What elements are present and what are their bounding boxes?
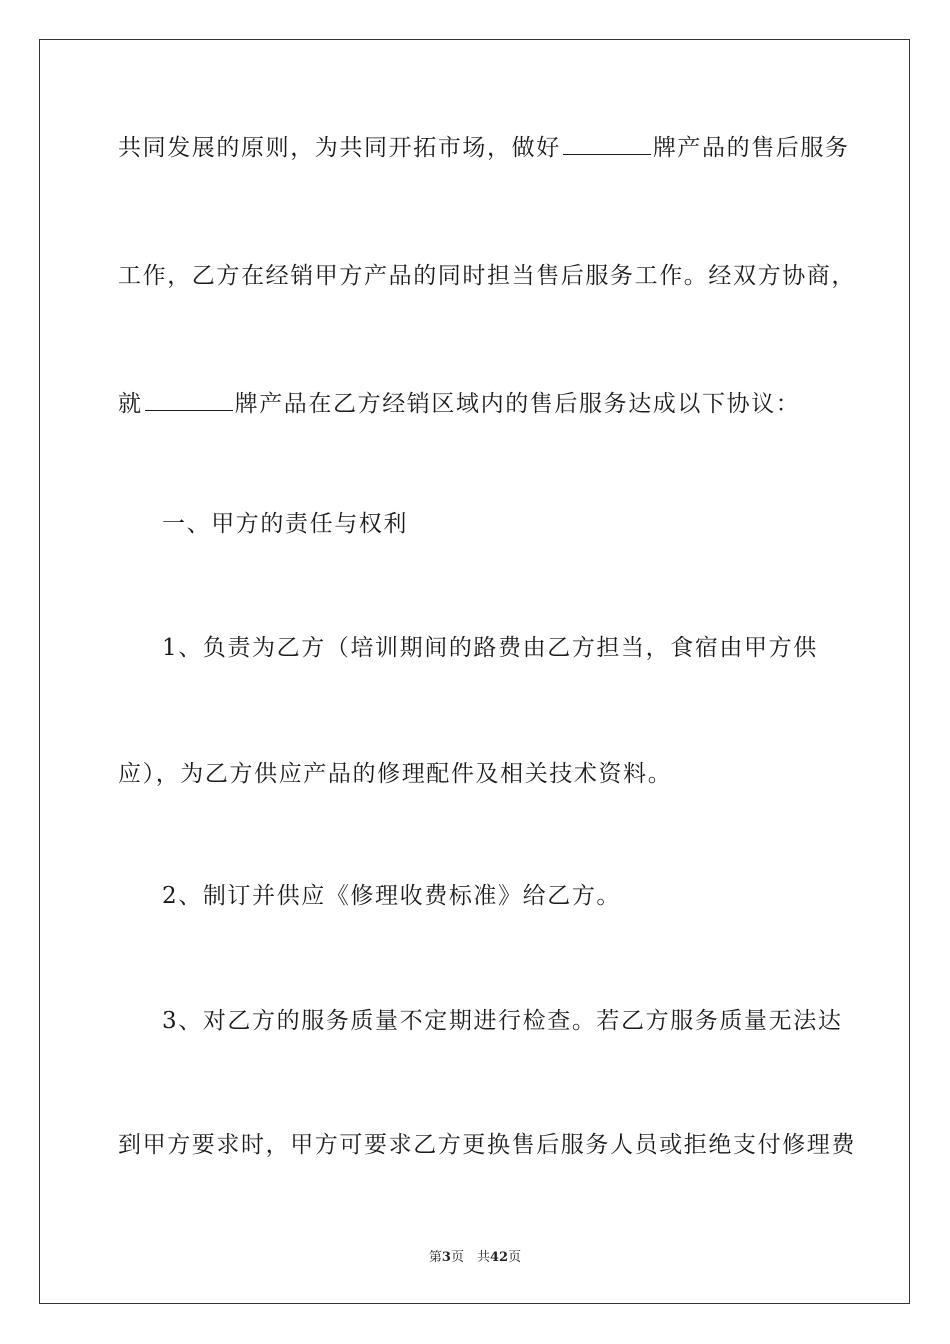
total-page-number: 42 [489, 1250, 509, 1265]
paragraph-line-9: 到甲方要求时，甲方可要求乙方更换售后服务人员或拒绝支付修理费 [118, 1132, 856, 1158]
text-segment: 共同发展的原则，为共同开拓市场，做好 [118, 135, 561, 161]
footer-text: 页 [508, 1250, 522, 1265]
paragraph-line-5: 1、负责为乙方（培训期间的路费由乙方担当，食宿由甲方供 [162, 635, 818, 661]
paragraph-line-2: 工作，乙方在经销甲方产品的同时担当售后服务工作。经双方协商， [118, 263, 856, 289]
paragraph-line-6: 应），为乙方供应产品的修理配件及相关技术资料。 [118, 761, 673, 787]
text-segment: 就 [118, 391, 143, 417]
page-number-footer [0, 1246, 950, 1265]
paragraph-line-3 [118, 389, 800, 419]
paragraph-line-1 [118, 133, 850, 163]
paragraph-line-7: 2、制订并供应《修理收费标准》给乙方。 [162, 883, 622, 909]
current-page-number: 3 [441, 1250, 451, 1265]
footer-text: 第 [428, 1250, 442, 1265]
footer-text: 页 共 [450, 1250, 490, 1265]
text-segment: 牌产品在乙方经销区域内的售后服务达成以下协议： [234, 391, 801, 417]
text-segment: 牌产品的售后服务 [652, 135, 850, 161]
paragraph-line-8: 3、对乙方的服务质量不定期进行检查。若乙方服务质量无法达 [162, 1008, 843, 1034]
fill-in-blank [563, 136, 651, 155]
page-border [39, 39, 910, 1304]
fill-in-blank [145, 392, 233, 411]
section-heading: 一、甲方的责任与权利 [162, 511, 408, 537]
